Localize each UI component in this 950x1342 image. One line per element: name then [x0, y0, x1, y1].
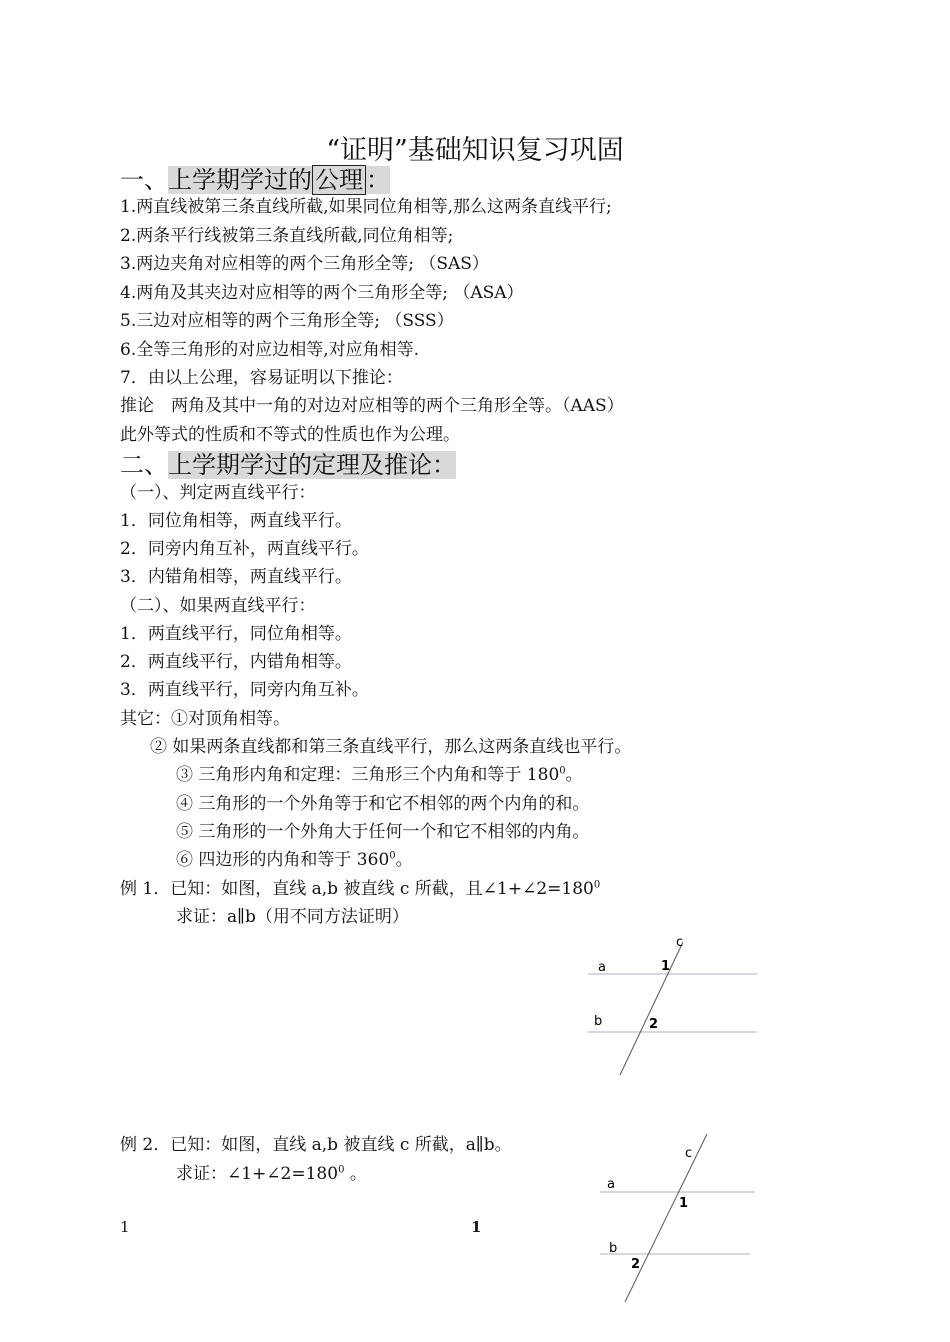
- section1-heading-colon: ：: [366, 166, 390, 194]
- example2-given: 例 2．已知：如图，直线 a,b 被直线 c 所截，a∥b。: [120, 1135, 512, 1155]
- axiom-line: 3.两边夹角对应相等的两个三角形全等; （SAS）: [120, 254, 489, 274]
- theorem-line: 3．两直线平行，同旁内角互补。: [120, 680, 369, 700]
- others-item: [176, 760, 583, 785]
- example1-prove: 求证：a∥b（用不同方法证明）: [176, 907, 409, 927]
- theorem-line: 1．两直线平行，同位角相等。: [120, 624, 352, 644]
- corollary-line: 推论 两角及其中一角的对边对应相等的两个三角形全等。（AAS）: [120, 396, 624, 416]
- subsection1-title: （一）、判定两直线平行：: [120, 483, 316, 503]
- subsection2-title: （二）、如果两直线平行：: [120, 596, 316, 616]
- section1-heading: [120, 160, 390, 195]
- theorem-line: 1．同位角相等，两直线平行。: [120, 511, 352, 531]
- axiom-line: 6.全等三角形的对应边相等,对应角相等.: [120, 340, 420, 360]
- axiom-line: 5.三边对应相等的两个三角形全等; （SSS）: [120, 311, 454, 331]
- others-item: [176, 845, 413, 870]
- theorem-line: 2．同旁内角互补，两直线平行。: [120, 539, 369, 559]
- section2-prefix: 二、: [120, 451, 168, 479]
- figure2-diagram: [595, 1130, 760, 1305]
- angle-2-label: 2: [649, 1017, 659, 1032]
- others-item-text: ③ 三角形内角和定理：三角形三个内角和等于 180: [176, 765, 560, 785]
- degree-superscript: 0: [593, 879, 601, 891]
- section1-heading-text: 上学期学过的: [168, 166, 312, 194]
- section1-prefix: 一、: [120, 166, 168, 194]
- theorem-line: 2．两直线平行，内错角相等。: [120, 652, 352, 672]
- period: 。: [565, 765, 583, 785]
- footer-center-page-number: 1: [471, 1218, 482, 1236]
- example2-prove: [176, 1159, 367, 1184]
- axiom-line: 7．由以上公理，容易证明以下推论：: [120, 368, 403, 388]
- axiom-line: 4.两角及其夹边对应相等的两个三角形全等; （ASA）: [120, 283, 524, 303]
- example2-prove-suffix: 。: [344, 1164, 367, 1184]
- label-a: a: [598, 960, 606, 975]
- axiom-line: 1.两直线被第三条直线所截,如果同位角相等,那么这两条直线平行;: [120, 197, 612, 217]
- section1-heading-boxed: 公理: [312, 165, 366, 195]
- axiom-line: 2.两条平行线被第三条直线所截,同位角相等;: [120, 226, 454, 246]
- others-item: ④ 三角形的一个外角等于和它不相邻的两个内角的和。: [176, 794, 590, 814]
- section2-heading-text: 上学期学过的定理及推论：: [168, 451, 456, 479]
- others-item: ⑤ 三角形的一个外角大于任何一个和它不相邻的内角。: [176, 822, 590, 842]
- angle-1-label: 1: [679, 1196, 689, 1211]
- label-a: a: [607, 1177, 615, 1192]
- theorem-line: 3．内错角相等，两直线平行。: [120, 567, 352, 587]
- section2-heading: [120, 445, 456, 480]
- axiom-note: 此外等式的性质和不等式的性质也作为公理。: [120, 425, 460, 445]
- angle-2-label: 2: [631, 1257, 641, 1272]
- label-c: c: [676, 935, 684, 950]
- degree-superscript: 0: [389, 850, 396, 862]
- label-c: c: [685, 1146, 693, 1161]
- footer-left-page-number: 1: [120, 1218, 130, 1236]
- section1-highlight: [168, 166, 390, 194]
- angle-1-label: 1: [661, 959, 671, 974]
- others-item: ② 如果两条直线都和第三条直线平行，那么这两条直线也平行。: [150, 737, 632, 757]
- page-title: “证明”基础知识复习巩固: [326, 135, 624, 166]
- period: 。: [395, 850, 413, 870]
- example2-prove-text: 求证：∠1+∠2=180: [176, 1164, 339, 1184]
- degree-superscript: 0: [559, 765, 566, 777]
- degree-superscript: 0: [338, 1164, 345, 1176]
- others-label: 其它：①对顶角相等。: [120, 709, 290, 729]
- example1-given-text: 例 1．已知：如图，直线 a,b 被直线 c 所截，且∠1+∠2=180: [120, 879, 594, 899]
- figure1-diagram: [580, 930, 765, 1082]
- line-c-transversal: [620, 942, 683, 1075]
- label-b: b: [609, 1241, 618, 1256]
- example1-given: [120, 874, 600, 899]
- others-item-text: ⑥ 四边形的内角和等于 360: [176, 850, 390, 870]
- label-b: b: [594, 1014, 603, 1029]
- line-c-transversal: [625, 1134, 707, 1302]
